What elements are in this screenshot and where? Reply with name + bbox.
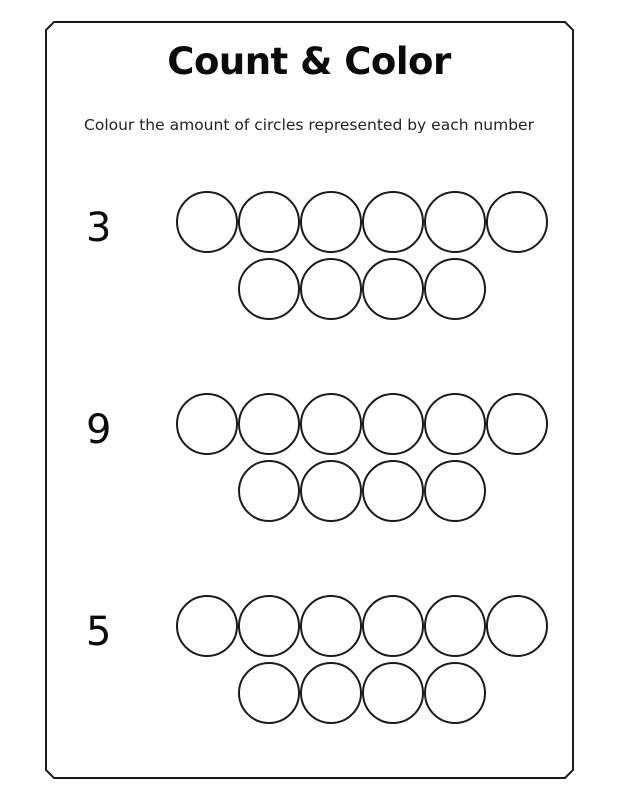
count-circle[interactable] — [177, 394, 237, 454]
count-circle[interactable] — [363, 259, 423, 319]
count-circle[interactable] — [487, 596, 547, 656]
count-circle[interactable] — [425, 663, 485, 723]
count-circle[interactable] — [301, 461, 361, 521]
count-circle[interactable] — [425, 394, 485, 454]
count-circle[interactable] — [363, 461, 423, 521]
count-circle[interactable] — [487, 394, 547, 454]
count-circle[interactable] — [363, 663, 423, 723]
exercise-number: 5 — [86, 609, 112, 655]
count-circle[interactable] — [301, 259, 361, 319]
count-circle[interactable] — [425, 596, 485, 656]
circle-group — [0, 390, 618, 540]
count-circle[interactable] — [177, 192, 237, 252]
exercise-row — [0, 188, 618, 338]
count-circle[interactable] — [239, 461, 299, 521]
exercise-row — [0, 390, 618, 540]
count-circle[interactable] — [425, 192, 485, 252]
exercise-row — [0, 592, 618, 742]
count-circle[interactable] — [239, 596, 299, 656]
worksheet-instructions: Colour the amount of circles represented by each number — [84, 116, 534, 134]
count-circle[interactable] — [425, 259, 485, 319]
count-circle[interactable] — [239, 192, 299, 252]
count-circle[interactable] — [425, 461, 485, 521]
count-circle[interactable] — [487, 192, 547, 252]
count-circle[interactable] — [363, 192, 423, 252]
count-circle[interactable] — [301, 663, 361, 723]
count-circle[interactable] — [301, 596, 361, 656]
circle-group — [0, 592, 618, 742]
count-circle[interactable] — [239, 663, 299, 723]
count-circle[interactable] — [239, 259, 299, 319]
exercise-number: 3 — [86, 205, 112, 251]
count-circle[interactable] — [363, 394, 423, 454]
worksheet-title: Count & Color — [167, 40, 451, 83]
circle-group — [0, 188, 618, 338]
count-circle[interactable] — [301, 192, 361, 252]
exercise-number: 9 — [86, 407, 112, 453]
count-circle[interactable] — [301, 394, 361, 454]
count-circle[interactable] — [177, 596, 237, 656]
count-circle[interactable] — [363, 596, 423, 656]
count-circle[interactable] — [239, 394, 299, 454]
